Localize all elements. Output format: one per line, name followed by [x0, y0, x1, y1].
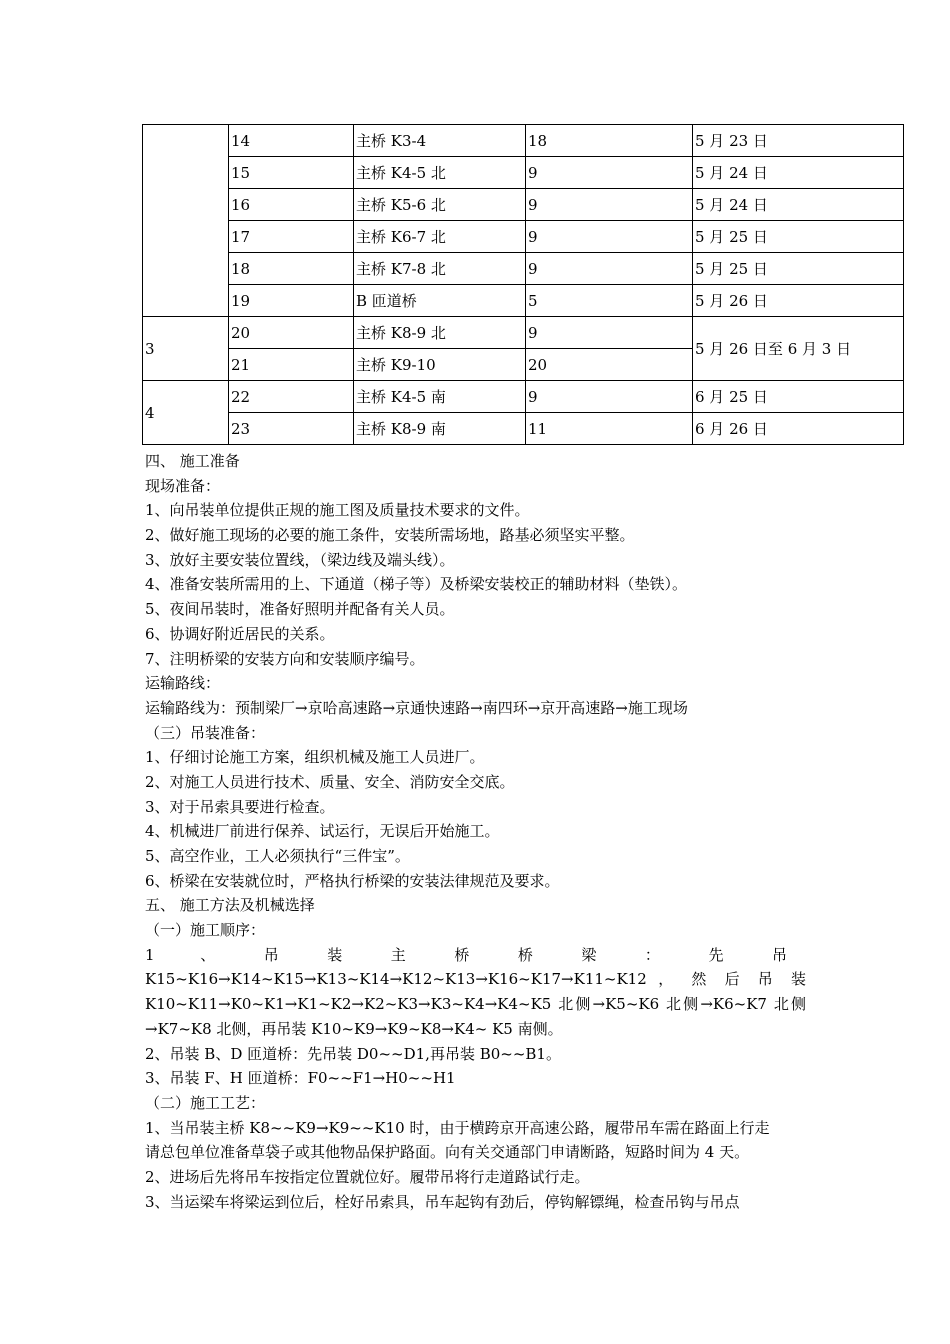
subsection-title: （一）施工顺序：: [145, 921, 266, 940]
paragraph-line: 1、当吊装主桥 K8~~K9→K9~~K10 时，由于横跨京开高速公路，履带吊车需在路面上行走: [145, 1118, 770, 1137]
group-cell: [143, 125, 229, 317]
beam-count: 11: [526, 413, 693, 445]
table-row: [143, 317, 904, 349]
bridge-span: B 匝道桥: [354, 285, 526, 317]
table-row: [143, 381, 904, 413]
paragraph-line: 3、吊装 F、H 匝道桥：F0~~F1→H0~~H1: [145, 1069, 456, 1088]
paragraph-line: 2、吊装 B、D 匝道桥：先吊装 D0~~D1,再吊装 B0~~B1。: [145, 1044, 561, 1063]
beam-count: 9: [526, 381, 693, 413]
beam-count: 18: [526, 125, 693, 157]
bridge-span: 主桥 K4-5 南: [354, 381, 526, 413]
list-item: 3、放好主要安装位置线，（梁边线及端头线）。: [145, 550, 455, 569]
hoist-date: 6 月 25 日: [693, 381, 904, 413]
paragraph-line: →K7~K8 北侧，再吊装 K10~K9→K9~K8→K4~ K5 南侧。: [145, 1019, 563, 1038]
list-item: 2、对施工人员进行技术、质量、安全、消防安全交底。: [145, 772, 515, 791]
row-number: 15: [229, 157, 354, 189]
hoist-date: 5 月 25 日: [693, 253, 904, 285]
row-number: 20: [229, 317, 354, 349]
beam-count: 20: [526, 349, 693, 381]
row-number: 19: [229, 285, 354, 317]
list-item: 4、机械进厂前进行保养、试运行，无误后开始施工。: [145, 822, 500, 841]
hoist-date: 5 月 23 日: [693, 125, 904, 157]
row-number: 17: [229, 221, 354, 253]
table-row: [143, 189, 904, 221]
list-item: 6、协调好附近居民的关系。: [145, 624, 335, 643]
bridge-span: 主桥 K6-7 北: [354, 221, 526, 253]
row-number: 16: [229, 189, 354, 221]
route-line: 运输路线为：预制梁厂→京哈高速路→京通快速路→南四环→京开高速路→施工现场: [145, 698, 688, 717]
paragraph-line: K10~K11→K0~K1→K1~K2→K2~K3→K3~K4→K4~K5 北侧→K5~K6 北侧→K6~K7 北侧: [145, 995, 806, 1014]
bridge-span: 主桥 K7-8 北: [354, 253, 526, 285]
paragraph-line: 2、进场后先将吊车按指定位置就位好。履带吊将行走道路试行走。: [145, 1167, 590, 1186]
paragraph-line: 1 、 吊 装 主 桥 桥 梁 ： 先 吊: [145, 945, 806, 964]
hoist-date: 6 月 26 日: [693, 413, 904, 445]
list-item: 5、夜间吊装时，准备好照明并配备有关人员。: [145, 600, 455, 619]
hoist-date: 5 月 26 日: [693, 285, 904, 317]
list-item: 1、仔细讨论施工方案，组织机械及施工人员进厂。: [145, 748, 485, 767]
table-row: [143, 285, 904, 317]
row-number: 22: [229, 381, 354, 413]
list-item: 5、高空作业，工人必须执行“三件宝”。: [145, 847, 410, 865]
beam-count: 5: [526, 285, 693, 317]
list-item: 6、桥梁在安装就位时，严格执行桥梁的安装法律规范及要求。: [145, 871, 560, 890]
row-number: 21: [229, 349, 354, 381]
row-number: 14: [229, 125, 354, 157]
table-row: [143, 221, 904, 253]
list-item: 7、注明桥梁的安装方向和安装顺序编号。: [145, 649, 425, 668]
subsection-title: 运输路线：: [145, 674, 221, 693]
bridge-span: 主桥 K8-9 南: [354, 413, 526, 445]
row-number: 23: [229, 413, 354, 445]
list-item: 4、准备安装所需用的上、下通道（梯子等）及桥梁安装校正的辅助材料（垫铁）。: [145, 575, 688, 594]
hoist-date: 5 月 24 日: [693, 189, 904, 221]
paragraph-line: K15~K16→K14~K15→K13~K14→K12~K13→K16~K17→K11~K12 ， 然 后 吊 装: [145, 970, 806, 989]
bridge-span: 主桥 K4-5 北: [354, 157, 526, 189]
paragraph-line: 请总包单位准备草袋子或其他物品保护路面。向有关交通部门申请断路，短路时间为 4 天。: [145, 1143, 750, 1162]
body-text: [145, 449, 806, 1214]
table-row: [143, 157, 904, 189]
table-row: [143, 413, 904, 445]
subsection-title: （三）吊装准备：: [145, 723, 266, 742]
group-cell: 3: [143, 317, 229, 381]
subsection-title: （二）施工工艺：: [145, 1093, 266, 1112]
bridge-span: 主桥 K9-10: [354, 349, 526, 381]
bridge-span: 主桥 K8-9 北: [354, 317, 526, 349]
table-row: [143, 125, 904, 157]
hoisting-schedule-table: [142, 124, 904, 445]
bridge-span: 主桥 K5-6 北: [354, 189, 526, 221]
beam-count: 9: [526, 253, 693, 285]
beam-count: 9: [526, 221, 693, 253]
list-item: 1、向吊装单位提供正规的施工图及质量技术要求的文件。: [145, 501, 530, 520]
beam-count: 9: [526, 317, 693, 349]
table-row: [143, 253, 904, 285]
hoist-date: 5 月 25 日: [693, 221, 904, 253]
row-number: 18: [229, 253, 354, 285]
group-cell: 4: [143, 381, 229, 445]
section-heading: 五、 施工方法及机械选择: [145, 896, 315, 915]
subsection-title: 现场准备：: [145, 476, 221, 495]
paragraph-line: 3、当运梁车将梁运到位后，栓好吊索具，吊车起钩有劲后，停钩解镖绳，检查吊钩与吊点: [145, 1192, 740, 1211]
beam-count: 9: [526, 157, 693, 189]
list-item: 2、做好施工现场的必要的施工条件，安装所需场地，路基必须坚实平整。: [145, 526, 635, 545]
section-heading: 四、 施工准备: [145, 452, 240, 470]
list-item: 3、对于吊索具要进行检查。: [145, 797, 335, 816]
hoist-date-merged: 5 月 26 日至 6 月 3 日: [693, 317, 904, 381]
hoist-date: 5 月 24 日: [693, 157, 904, 189]
beam-count: 9: [526, 189, 693, 221]
bridge-span: 主桥 K3-4: [354, 125, 526, 157]
